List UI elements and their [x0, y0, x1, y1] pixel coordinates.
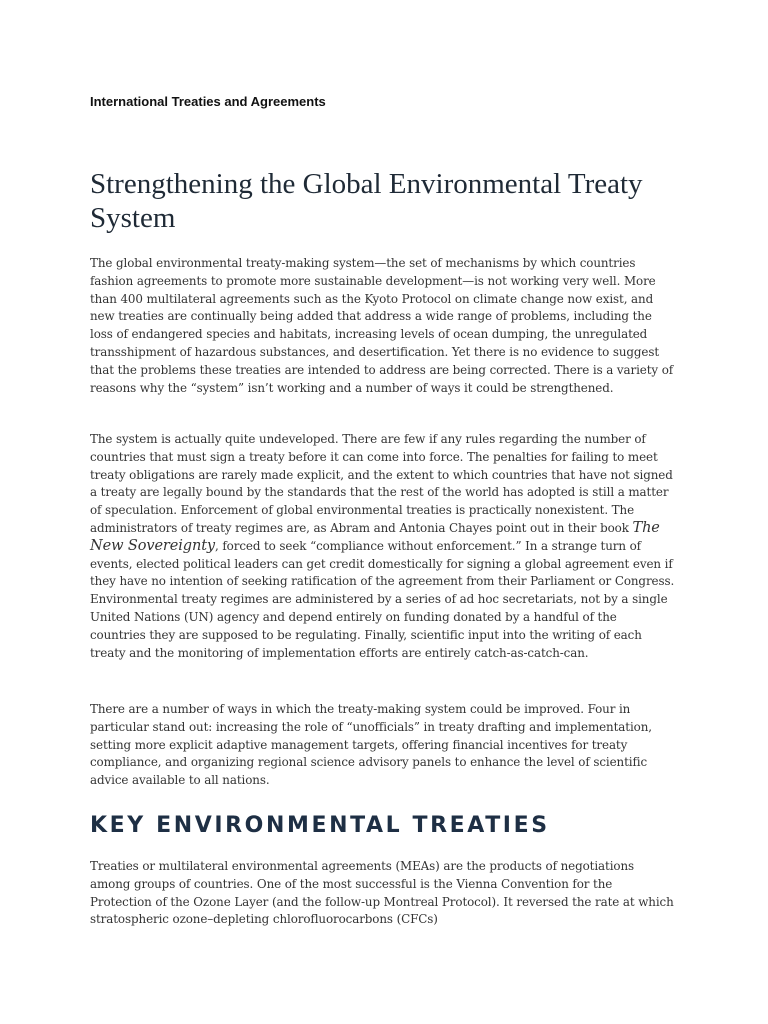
body-paragraph-1: The global environmental treaty-making system—the set of mechanisms by which countries fashion agreements to promote more sustainable development—is not working very well. More than 400 multilateral agreements such as the Kyoto Protocol on climate change now exist, and new treaties are continually being added that address a wide range of problems, including the loss of endangered species and habitats, increasing levels of ocean dumping, the unregulated transshipment of hazardous substances, and desertification. Yet there is no evidence to suggest that the problems these treaties are intended to address are being corrected. There is a variety of reasons why the “system” isn’t working and a number of ways it could be strengthened.: [90, 256, 674, 395]
paragraph-2-text-after: , forced to seek “compliance without enforcement.” In a strange turn of events, elected political leaders can get credit domestically for signing a global agreement even if they have no intention of seeking ratification of the agreement from their Parliament or Congress. Environmental treaty regimes are administered by a series of ad hoc secretariats, not by a single United Nations (UN) agency and depend entirely on funding donated by a handful of the countries they are supposed to be regulating. Finally, scientific input into the writing of each treaty and the monitoring of implementation efforts are entirely catch-as-catch-can.: [90, 538, 675, 660]
document-title: Strengthening the Global Environmental Treaty System: [90, 168, 643, 234]
document-kicker: International Treaties and Agreements: [90, 94, 326, 109]
body-paragraph-3: There are a number of ways in which the treaty-making system could be improved. Four in particular stand out: increasing the role of “unofficials” in treaty drafting and implementation, setting more explicit adaptive management targets, offering financial incentives for treaty compliance, and organizing regional science advisory panels to enhance the level of scientific advice available to all nations.: [90, 702, 652, 788]
section-heading: KEY ENVIRONMENTAL TREATIES: [90, 813, 550, 838]
book-title: The New Sovereignty: [90, 519, 660, 554]
body-paragraph-4: Treaties or multilateral environmental agreements (MEAs) are the products of negotiations among groups of countries. One of the most successful is the Vienna Convention for the Protection of the Ozone Layer (and the follow-up Montreal Protocol). It reversed the rate at which stratospheric ozone–depleting chlorofluorocarbons (CFCs): [90, 859, 674, 927]
paragraph-2-text-before: The system is actually quite undeveloped. There are few if any rules regarding the number of countries that must sign a treaty before it can come into force. The penalties for failing to meet treaty obligations are rarely made explicit, and the extent to which countries that have not signed a treaty are legally bound by the standards that the rest of the world has adopted is still a matter of speculation. Enforcement of global environmental treaties is practically nonexistent. The administrators of treaty regimes are, as Abram and Antonia Chayes point out in their book: [90, 432, 673, 535]
body-paragraph-2: [90, 431, 675, 662]
